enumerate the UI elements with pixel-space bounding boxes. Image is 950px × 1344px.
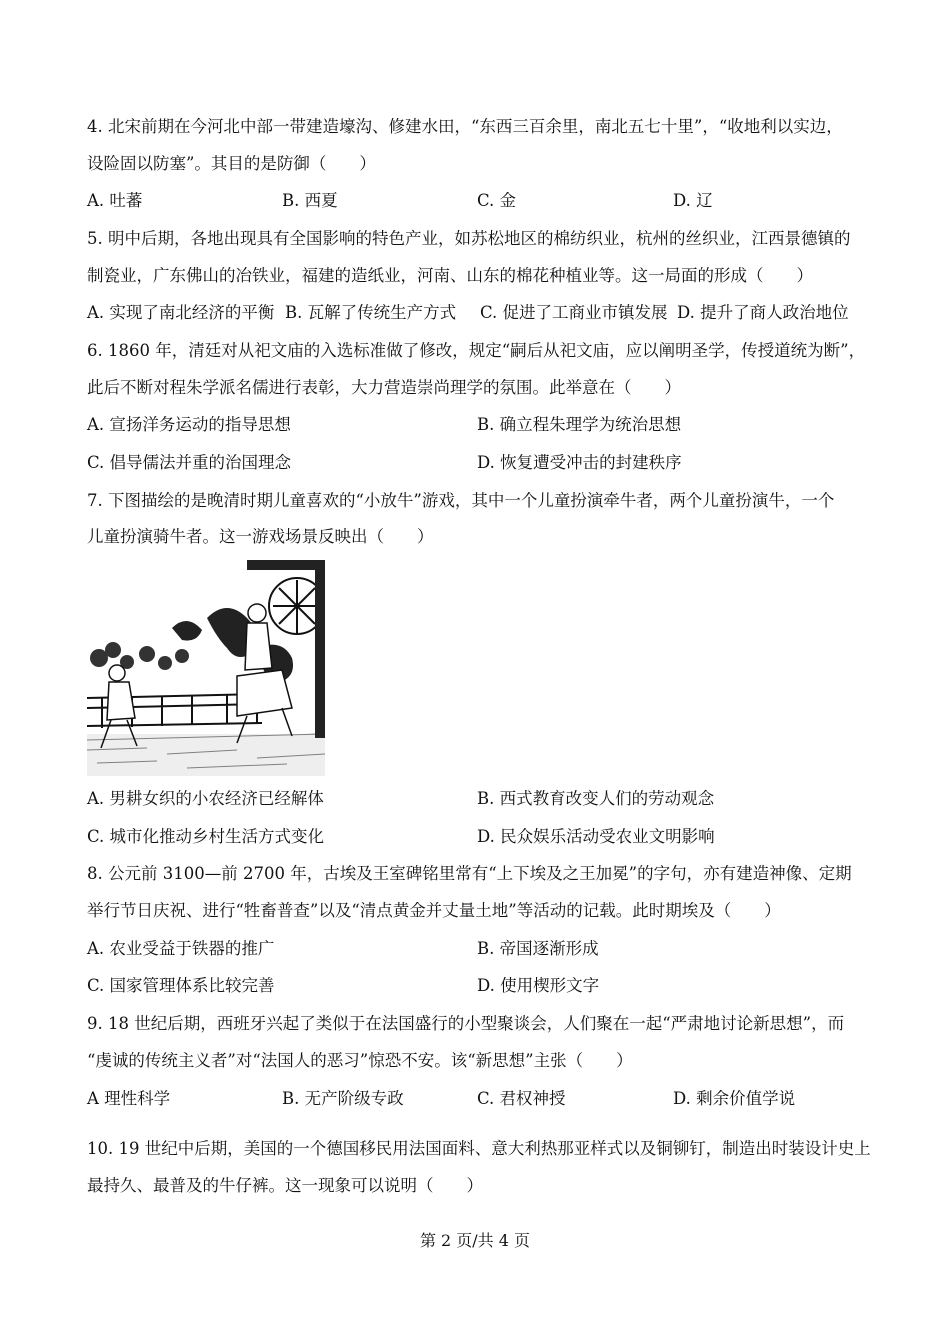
q6-stem-line1: 6. 1860 年，清廷对从祀文庙的入选标准做了修改，规定“嗣后从祀文庙，应以阐明圣学，传授道统为断”， bbox=[87, 341, 866, 360]
q8-stem-line2: 举行节日庆祝、进行“牲畜普查”以及“清点黄金并丈量土地”等活动的记载。此时期埃及（ ） bbox=[87, 901, 781, 920]
q4-stem-line2: 设险固以防塞”。其目的是防御（ ） bbox=[87, 154, 376, 173]
q9-option-c[interactable]: C. 君权神授 bbox=[477, 1089, 566, 1108]
q7-option-a[interactable]: A. 男耕女织的小农经济已经解体 bbox=[87, 789, 324, 808]
q6-option-c[interactable]: C. 倡导儒法并重的治国理念 bbox=[87, 453, 292, 472]
q5-stem-line1: 5. 明中后期，各地出现具有全国影响的特色产业，如苏松地区的棉纺织业，杭州的丝织业，江西景德镇的 bbox=[87, 229, 851, 248]
q7-option-b[interactable]: B. 西式教育改变人们的劳动观念 bbox=[477, 789, 715, 808]
q5-stem-line2: 制瓷业，广东佛山的冶铁业，福建的造纸业，河南、山东的棉花种植业等。这一局面的形成（ ） bbox=[87, 266, 813, 285]
q6-option-d[interactable]: D. 恢复遭受冲击的封建秩序 bbox=[477, 453, 682, 472]
q9-option-d[interactable]: D. 剩余价值学说 bbox=[673, 1089, 796, 1108]
q10-stem-line2: 最持久、最普及的牛仔裤。这一现象可以说明（ ） bbox=[87, 1176, 483, 1195]
q8-option-c[interactable]: C. 国家管理体系比较完善 bbox=[87, 976, 275, 995]
q5-option-b[interactable]: B. 瓦解了传统生产方式 bbox=[285, 303, 457, 322]
q8-option-b[interactable]: B. 帝国逐渐形成 bbox=[477, 939, 599, 958]
q6-stem-line2: 此后不断对程朱学派名儒进行表彰，大力营造崇尚理学的氛围。此举意在（ ） bbox=[87, 378, 681, 397]
q8-option-a[interactable]: A. 农业受益于铁器的推广 bbox=[87, 939, 275, 958]
q9-stem-line2: “虔诚的传统主义者”对“法国人的恶习”惊恐不安。该“新思想”主张（ ） bbox=[87, 1051, 633, 1070]
q4-option-c[interactable]: C. 金 bbox=[477, 191, 517, 210]
q4-option-a[interactable]: A. 吐蕃 bbox=[87, 191, 143, 210]
q9-option-b[interactable]: B. 无产阶级专政 bbox=[282, 1089, 404, 1108]
page-number: 第 2 页/共 4 页 bbox=[419, 1231, 531, 1250]
q4-option-b[interactable]: B. 西夏 bbox=[282, 191, 338, 210]
q5-option-d[interactable]: D. 提升了商人政治地位 bbox=[677, 303, 849, 322]
q5-option-a[interactable]: A. 实现了南北经济的平衡 bbox=[87, 303, 275, 322]
q10-stem-line1: 10. 19 世纪中后期，美国的一个德国移民用法国面料、意大利热那亚样式以及铜铆钉，制造出时装设计史上 bbox=[87, 1139, 871, 1158]
q7-option-d[interactable]: D. 民众娱乐活动受农业文明影响 bbox=[477, 827, 715, 846]
q6-option-a[interactable]: A. 宣扬洋务运动的指导思想 bbox=[87, 415, 291, 434]
q7-option-c[interactable]: C. 城市化推动乡村生活方式变化 bbox=[87, 827, 325, 846]
q7-stem-line1: 7. 下图描绘的是晚清时期儿童喜欢的“小放牛”游戏，其中一个儿童扮演牵牛者，两个儿童扮演牛，一个 bbox=[87, 491, 835, 510]
q8-stem-line1: 8. 公元前 3100—前 2700 年，古埃及王室碑铭里常有“上下埃及之王加冕”的字句，亦有建造神像、定期 bbox=[87, 864, 852, 883]
q9-option-a[interactable]: A 理性科学 bbox=[87, 1089, 171, 1108]
q5-option-c[interactable]: C. 促进了工商业市镇发展 bbox=[480, 303, 668, 322]
q7-stem-line2: 儿童扮演骑牛者。这一游戏场景反映出（ ） bbox=[87, 527, 434, 546]
q4-stem-line1: 4. 北宋前期在今河北中部一带建造壕沟、修建水田，“东西三百余里，南北五七十里”，“收地利以实边， bbox=[87, 117, 843, 136]
xiaofangniu-illustration bbox=[87, 558, 325, 776]
q4-option-d[interactable]: D. 辽 bbox=[673, 191, 713, 210]
q8-option-d[interactable]: D. 使用楔形文字 bbox=[477, 976, 600, 995]
q9-stem-line1: 9. 18 世纪后期，西班牙兴起了类似于在法国盛行的小型聚谈会，人们聚在一起“严肃地讨论新思想”，而 bbox=[87, 1014, 845, 1033]
q6-option-b[interactable]: B. 确立程朱理学为统治思想 bbox=[477, 415, 682, 434]
